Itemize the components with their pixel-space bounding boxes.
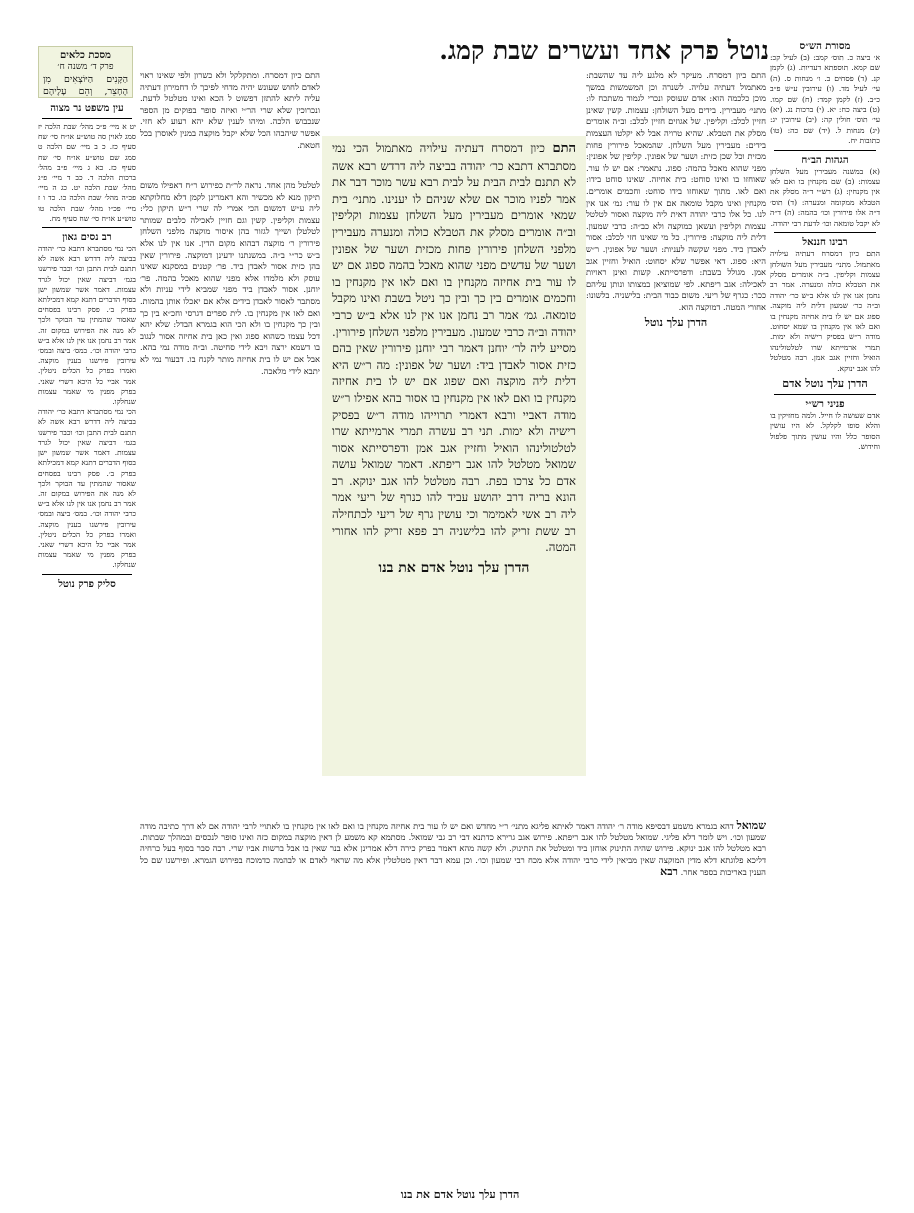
chananel-chapter-end: הדרן עלך נוטל אדם — [782, 376, 868, 390]
masoret-text: א׳ ביצה כ. תוס׳ קמב: (ב) לעיל קכ: שם קמא. תוספתא דעדיות. (ג) לקמן קנ. (ד) פסחים ב. ו׳ מנחות ס. (ה) עי׳ לעיל מד. (ו) עירובין ע״ש פ״ב כ״ב. (ז) לקמן קמד: (ח) שם קמו. (ט) ביצה כח: יא. (י) ברכות נג. (יא) עי׳ תוס׳ חולין קה: (יב) עירובין יג: (יג) מנחות ל. (יד) שם כה: (טו) כתובות יח. — [770, 53, 880, 146]
masoret-title: מסורת הש״ס — [799, 41, 851, 52]
tosafot-top-text: התם כיון דמסרח. ומתקלקל ולא כשרון ולפי שאינו ראוי לאדם לחוש שעונש יהיה מדחי לפיכך לו דחמירון דעתיה עליה ליתא להתזן דפשוט ל הכא ואינו מטלטל לדעת. ונכרוכין שלא שרי הר״י ואיזה סופר בפוקים מן הספר שנכבוש הלכה. ומיהו לענין שלא יהא רעוע לא חזי. אפשר שיהבהו הכל שלא יקבל מוקצה במנין לאוסרן בכל חטאת. — [140, 70, 320, 150]
mishna-tractate: מסכת כלאים — [60, 50, 111, 61]
divider — [774, 394, 876, 395]
bottom-lead-word-2: רבא — [660, 864, 678, 878]
outer-left-column — [38, 102, 136, 1202]
chananel-title: רבינו חננאל — [802, 237, 848, 249]
gemara-text: כיון דמסרח דעתיה עילויה מאתמול הכי נמי מסתברא דתבא כר׳ יהודה בביצה ליה דרדש רבא אשה לא תתנם לבית הבית על לבית רבא עשר מוכר דבר את אמר לפניו מוכר אם שלא שניהם לו יענינו. מתני׳ בית שמאי אומרים מעבירין מעל השלחן עצמות וקליפין וב״ה אומרים מסלק את הטבלא כולה ומנערה מעבירין מלפני השלחן פירורין פחות מכזית ושער של אפונין ושער של עדשים מפני שהוא מאכל בהמה ספוג אם יש לו עור בית אחיזה מקנחין בו ואם לאו אין מקנחין בו וחכמים אומרים בין כך ובין כך ניטל בשבת ואינו מקבל טומאה. גמ׳ אמר רב נחמן אנו אין לנו אלא ב״ש כרבי יהודה וב״ה כרבי שמעון. מעבירין מלפני השלחן פירורין. מסייע ליה לר׳ יוחנן דאמר רבי יוחנן פירורין שאין בהם כזית אסור לאבדן ביד: ושער של אפונין: מה ר״ש היא דלית ליה מוקצה ואם שפוג אם יש לו בית אחיזה מקנחין בו ואם לאו אין מקנחין בו אסור בהא אפילו ר״ש מודה דאביי ורבא דאמרי תרוייהו מודה ר״ש בפסיק רישיה ולא ימות. תני רב עשרה תמרי ארמייתא שרו לטלטולינהו הואיל וחזיין אגב אמן ודפרסייתא אסור שמואל מטלטל להו אגב ריפתא. דאמר שמואל עושה אדם כל צרכו בפת. רבה מטלטל להו אגב ינוקא. רב הונא בריה דרב יהושע עביד להו כנרף של ריעי אמר ליה רב אשי לאמימר וכי עושין גרף של ריעי לכתחילה רב ששת זריק להו בלישניה רב פפא זריק להו אחורי המטה. — [332, 141, 576, 555]
mishna-quote-box — [38, 46, 133, 98]
rashi-chapter-end: הדרן עלך נוטל — [644, 316, 708, 330]
chapter-end-footer: הדרן עלך נוטל אדם את בנו — [400, 1188, 520, 1201]
peninei-rashi-text: אדם שעושה לו חייל. ולמה מחזיקין בו והלא סופו לקלקל. לא היו עושין הסופר כלל והיו עושין מתוך פלפול וחידוש. — [770, 410, 880, 452]
rav-nissim-text: הכי נמי מסתברא דתבא כר׳ יהודה בביצה ליה דדרש רבא אשה לא תתנם לבית התבן וכו׳ וכבר פירשנו בגמ׳ דביצה שאין יכול לגרד עצמות. דאמר אשר שמשון ישן בסוף הדברים דתנא קמא דמכילתא בפרק ב׳. פסק רבינו בפסחים שאסור שהמתין עד הבוקר ולכך לא מנה את הפירוש במקום זה. אמר רב נחמן אנו אין לנו אלא ב״ש כרבי יהודה וכו׳. במס׳ ביצה ובמס׳ עירובין פירשנו בענין מוקצה. ואמרו בפרק כל הכלים ניטלין. אמר אביי כל היכא דשרי שאני. בפרק מפנין מי שאמר עצמות שנחלקו. — [38, 244, 136, 407]
haghot-title: הגהות הב״ח — [801, 154, 849, 166]
divider — [42, 118, 132, 119]
peninei-rashi-title: פניני רש״י — [805, 398, 845, 410]
tosafot-top — [140, 70, 320, 180]
outer-right-column — [770, 40, 880, 1190]
divider — [774, 232, 876, 233]
ein-mishpat-title: עין משפט נר מצוה — [50, 103, 124, 114]
mishna-citation: פרק ד׳ משנה ח׳ — [57, 62, 114, 72]
chapter-end-note: סליק פרק נוטל — [58, 578, 116, 590]
ein-mishpat-items: יט א מיי׳ פ״כ מהל׳ שבת הלכה יז סמג לאוין סה טוש״ע או״ח סי׳ שח סעיף כז. כ ב מיי׳ שם הלכה ט סמג שם טוש״ע או״ח סי׳ שח סעיף כז. כא ג מיי׳ פ״ב מהל׳ ברכות הלכה ד. כב ד מיי׳ פ״ג מהל׳ שבת הלכה יט. כג ה מיי׳ פכ״ה מהל׳ שבת הלכה כו. כד ו ז מיי׳ פכ״ו מהל׳ שבת הלכה טו טוש״ע או״ח סי׳ שח סעיף מח. — [38, 122, 136, 223]
haghot-text: (א) במשנה מעבירין מעל השלחן עצמות: (ב) שם מקנחין בו ואם לאו אין מקנחין: (ג) רש״י ד״ה מסלק את הטבלא ממקומה ומנערה: (ד) תוס׳ ד״ה אלו פירורין וכו׳ בהמה: (ה) ד״ה לא יקבל טומאה וכו׳ לדעת רבי יהודה. — [770, 166, 880, 228]
divider — [42, 574, 132, 575]
page-header: נוטל פרק אחד ועשרים שבת קמג. — [439, 36, 769, 65]
gemara-block — [322, 136, 586, 776]
gemara-chapter-end: הדרן עלך נוטל אדם את בנו — [378, 559, 530, 576]
divider — [42, 227, 132, 228]
bottom-text: דהא בגמרא משמע דבסיפא מודה ר׳ יהודה דאמר לאיתא פליגא מתני׳ ר״י מחדש ואם יש לו עור בית אחיזה מקנחין בו ואם לאו אין מקנחין בו לאתויי לרבי יהודה אם לא דרך כתיבה מודה שמעון וכו׳. ויש לומר דלא פליגי. שמואל מטלטל להו אגב ריפתא. פירוש אגב גרירא כדתנא דבי רב גבי שמואל. מסתמא קא משמע לן דאין מוקצה במקום כזה ואינו סופר לנכסים ובמהלך שבתות. רבא מטלטל להו אגב ינוקא. פירוש שהיה התינוק אוחזן ביד ומטלטל את התינוק. ולא קשה מהא דאמר בפרק כירה דלא אמרינן אלא בנר שאין בו אבל ברשות אביו שרי. רבה סבר בסוף בעל כרחיה דליכא פלוגתא דלא מדין המוקצה שאין מביאין לידי כרבי יהודה אלא מכח רבי שמעון וכו׳. וכן עמא דבר דאין מטלטלין אלא מה שראוי לאדם או לבהמה כדמוכח בפירוש הגמרא. ופירשנו שם כל הענין באריכות בספר אחר. — [140, 821, 766, 877]
rashi-column — [586, 70, 766, 780]
gemara-opening-word: התם — [552, 141, 577, 156]
rav-nissim-title: רב נסים גאון — [62, 232, 112, 244]
rav-nissim-text-cont: הכי נמי מסתברא דתבא כר׳ יהודה בביצה ליה דדרש רבא אשה לא תתנם לבית התבן וכו׳ וכבר פירשנו בגמ׳ דביצה שאין יכול לגרד עצמות. דאמר אשר שמשון ישן בסוף הדברים דתנא קמא דמכילתא בפרק ב׳. פסק רבינו בפסחים שאסור שהמתין עד הבוקר ולכך לא מנה את הפירוש במקום זה. אמר רב נחמן אנו אין לנו אלא ב״ש כרבי יהודה וכו׳. במס׳ ביצה ובמס׳ עירובין פירשנו בענין מוקצה. ואמרו בפרק כל הכלים ניטלין. אמר אביי כל היכא דשרי שאני. בפרק מפנין מי שאמר עצמות שנחלקו. — [38, 407, 136, 570]
tosafot-main-text: לטלטל מהן אחד. נראה לר״ת כפירוש ר״ח דאפילו משום תיקון מנא לא מכשיר והא דאמרינן לקמן דלא מחלוקתא ליה ע״ש דמשום הכי אמרי לה שרי ר״ש תיקון כלי: עצמות וקליפין. קשין וגם חזיין לאכילה כלבים שמותר לטלטלן ושייך לגזור בהן איסור מוקצה מלפני השלחן פירורין ר׳ מוקצה דבהוא מקום הדין. אנו אין לנו אלא ב״ש כר״י ב״ה. במשנתנו ידעינן דמוקצה. פירורין שאין בהן כזית אסור לאבדן ביד. פר׳ קטנים במסקנא שאינו עוסק ולא מלמדו אלא מפני שהוא מאכל בהמה. פר׳ יוחנן. אסור לאבדן ביד מפני שמביא לידי עניות ולא מסתבר לאסור לאבדן בידים אלא אם יאכלו אותן בהמות. ואם לאו אין מקנחין בו. לית ספרים דגרסי וחכ״א בין כך ובין כך מקנחין בו ולא הכי הוא בגמרא הבדל: שלא יהא דכל עצמו כשהוא ספוג ואין כאן בית אחיזה אסור לנגוב בו דשמא ירצה ויבא לידי סחיטה. וב״ה מודה נמי בהא. אבל אם יש לו בית אחיזה מותר לקנח בו. דבעור נמי לא יתבא לידי מלאכה. — [140, 180, 320, 376]
rashi-text: התם כיון דמסרח. מעיקר לא מלגע ליה עד שהשבת: מאתמול דעתיה עלויה. לשנרה וכן המשמשות במשך מוכן כלכמה הוא: אדם שעוסק ונכרי לגמוד משתכח לו: מתני׳ מעבירין. בידים מעל השולחן: עצמות. קשין שאינן חזיין לכלב: וקליפין. של אגוזים חזיין לכלב: וב״ה אומרים מסלק את הטבלא. שהיא טרויה אבל לא יקלטו העצמות בידים: מעבירין מעל השלחן. שהמאכל פירורין פחות מכזית וכל שכן כזית: ושער של אפונין. קליפין של אפונין: מפני שהוא מאכל בהמה: ספוג. נתאמר: אם יש לו עור. שאוחזו בו ואינו סוחט: בית אחיזה. שאינו סוחט בידו: ואם לאו. מתוך שאוחזו בידו סוחט: וחכמים אומרים. מקנחין ואינו מקבל טומאה אם אין לו עור: גמ׳ אנו אין לנו. כל אלו כרבי יהודה דאית ליה מוקצה ואסור לטלטל עצמות וקליפין ועשאן כמוקצה ולא כב״ה: כרבי שמעון. דלית ליה מוקצה: פירורין. כל מי שאינו חזי לכלב: אסור לאבדן ביד. מפני שקשה לעניות: ושער של אפונין. ר״ש היא: ספוג. דאי אפשר שלא יסחוט: הואיל וחזיין אגב אמן. מגולל בשבת: ודפרסייתא. קשות ואינן ראויות לאכילה: אגב ריפתא. לפי שמוציאן במצותו ונותן עליהם ככר: כגרף של ריעי. משום כבוד הבית: בלישניה. בלשונו: אחורי המטה. דמוקצה הוא. — [586, 70, 766, 312]
bottom-lead-word: שמואל — [736, 820, 766, 832]
tosafot-bottom — [140, 820, 766, 1142]
divider — [774, 150, 876, 151]
mishna-text: הַקָּנִים הַיּוֹצְאִים מִן הֶחָצֵר, וְהֵם עָלֶיהֶם — [43, 74, 128, 97]
tosafot-column — [140, 180, 320, 820]
chananel-text: התם כיון דמסרח דעתיה עילויה מאתמול. מתני׳ מעבירין מעל השולחן עצמות וקליפין. ב״ה אומרים מסלק את הטבלא כולה ומנערה. אמר רב נחמן אנו אין לנו אלא ב״ש כר׳ יהודה וב״ה כר׳ שמעון דלית ליה מוקצה. ספוג אם יש לו בית אחיזה מקנחין בו ואם לאו אין מקנחין בו שמא יסחוט. מודה ר״ש בפסיק רישיה ולא ימות. תמרי ארמייתא שרו לטלטולינהו הואיל וחזיין אגב אמן. רבה מטלטל להו אגב ינוקא. — [770, 249, 880, 373]
